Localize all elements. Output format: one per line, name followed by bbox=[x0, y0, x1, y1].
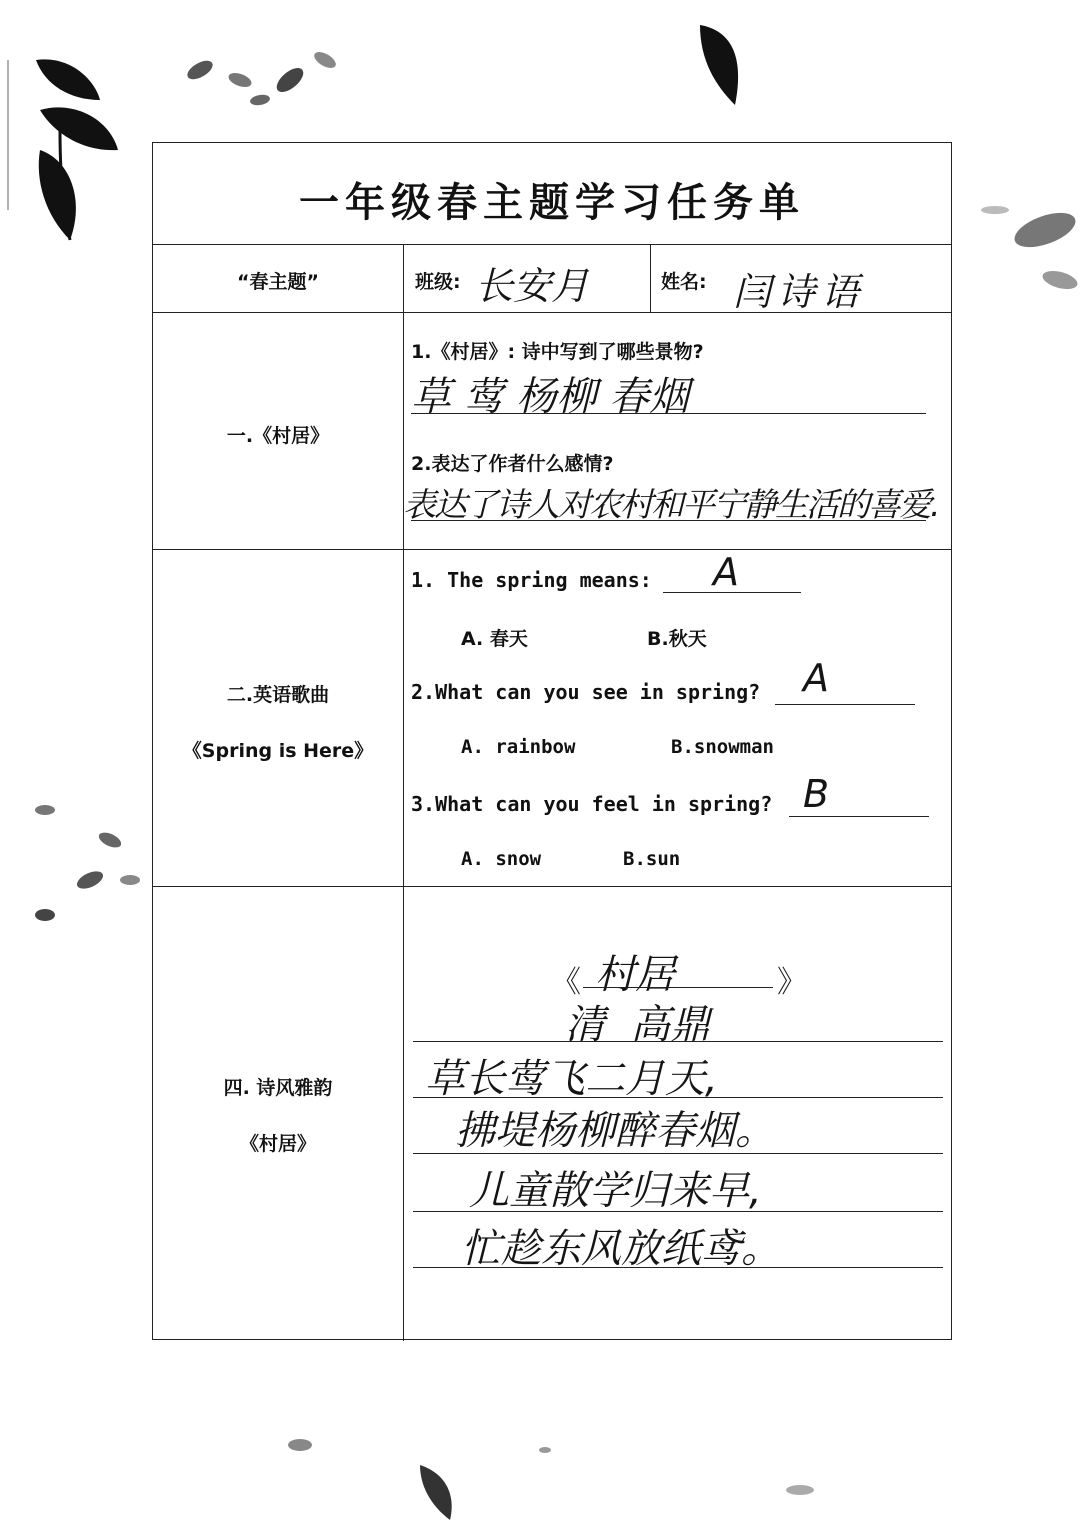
section-1-label: 一.《村居》 bbox=[226, 425, 330, 447]
section-1-question-1: 1.《村居》: 诗中写到了哪些景物? bbox=[411, 341, 704, 363]
section-4-poem-label: 《村居》 bbox=[239, 1133, 316, 1155]
section-2-q3-option-a: A. snow bbox=[461, 848, 542, 870]
leaf-decoration-bottom bbox=[280, 1420, 840, 1530]
section-2-q2-option-b: B.snowman bbox=[671, 736, 774, 758]
section-2-label: 二.英语歌曲 bbox=[226, 684, 330, 706]
section-2-answer-1: A bbox=[713, 550, 739, 594]
poem-line-1: 草长莺飞二月天, bbox=[425, 1056, 718, 1102]
poem-line-4: 忙趁东风放纸鸢。 bbox=[461, 1226, 781, 1272]
header-row bbox=[153, 245, 951, 313]
theme-label: “春主题” bbox=[237, 271, 319, 293]
poem-line-2: 拂堤杨柳醉春烟。 bbox=[455, 1108, 775, 1154]
class-label: 班级: bbox=[415, 271, 461, 293]
poem-title: 村居 bbox=[595, 952, 675, 998]
title-row bbox=[153, 143, 951, 245]
leaf-decoration-top-right bbox=[690, 20, 770, 110]
section-2-answer-2: A bbox=[803, 656, 829, 700]
poem-title-open: 《 bbox=[551, 965, 581, 1000]
poem-line-3: 儿童散学归来早, bbox=[469, 1168, 762, 1214]
sheet-title: 一年级春主题学习任务单 bbox=[299, 179, 805, 226]
poem-author: 清 高鼎 bbox=[565, 1002, 711, 1048]
leaf-decoration-left bbox=[30, 800, 160, 940]
section-1-question-2: 2.表达了作者什么感情? bbox=[411, 453, 614, 475]
section-1-row bbox=[153, 313, 951, 550]
leaf-decoration-right bbox=[955, 195, 1080, 325]
section-2-question-3: 3.What can you feel in spring? bbox=[411, 792, 773, 816]
section-2-song-title: 《Spring is Here》 bbox=[182, 740, 374, 762]
section-2-question-2: 2.What can you see in spring? bbox=[411, 680, 761, 704]
section-1-answer-1: 草 莺 杨柳 春烟 bbox=[411, 374, 690, 420]
class-value: 长安月 bbox=[475, 264, 590, 308]
section-1-answer-2: 表达了诗人对农村和平宁静生活的喜爱. bbox=[403, 485, 939, 524]
name-value: 闫诗语 bbox=[733, 270, 866, 314]
section-2-question-1: 1. The spring means: bbox=[411, 568, 652, 592]
section-4-label: 四. 诗风雅韵 bbox=[223, 1077, 333, 1099]
task-sheet bbox=[152, 142, 952, 1340]
section-2-q2-option-a: A. rainbow bbox=[461, 736, 576, 758]
section-2-answer-3: B bbox=[803, 772, 830, 816]
section-2-q1-option-a: A. 春天 bbox=[461, 628, 528, 650]
section-2-row bbox=[153, 550, 951, 887]
section-2-q1-option-b: B.秋天 bbox=[647, 628, 707, 650]
name-label: 姓名: bbox=[661, 271, 707, 293]
section-2-q3-option-b: B.sun bbox=[623, 848, 681, 870]
poem-title-close: 》 bbox=[777, 965, 807, 1000]
section-4-row bbox=[153, 887, 951, 1341]
